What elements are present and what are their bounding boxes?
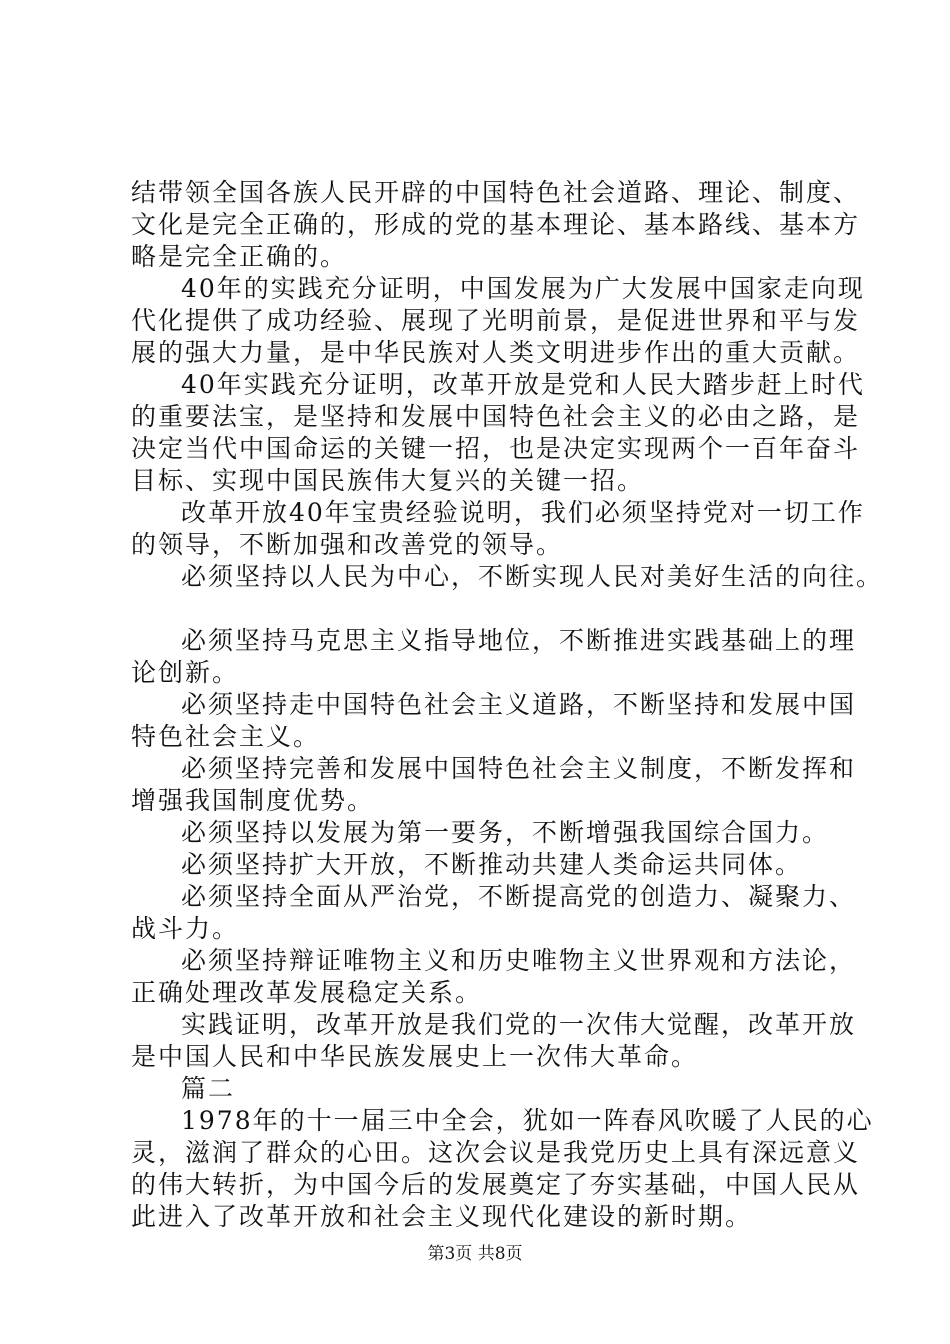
text-line: 增强我国制度优势。 [131,786,375,815]
text-line: 战斗力。 [131,914,240,943]
text-line: 必须坚持马克思主义指导地位，不断推进实践基础上的理 [181,626,857,655]
text-line: 必须坚持以发展为第一要务，不断增强我国综合国力。 [181,818,830,847]
text-line: 展的强大力量，是中华民族对人类文明进步作出的重大贡献。 [131,338,861,367]
text-line: 目标、实现中国民族伟大复兴的关键一招。 [131,466,645,495]
text-line: 必须坚持完善和发展中国特色社会主义制度，不断发挥和 [181,754,857,783]
text-line: 代化提供了成功经验、展现了光明前景，是促进世界和平与发 [131,306,861,335]
text-line: 略是完全正确的。 [131,242,348,271]
text-line: 的领导，不断加强和改善党的领导。 [131,530,564,559]
text-line: 的伟大转折，为中国今后的发展奠定了夯实基础，中国人民从 [131,1170,861,1199]
text-line: 此进入了改革开放和社会主义现代化建设的新时期。 [131,1202,753,1231]
text-line: 必须坚持走中国特色社会主义道路，不断坚持和发展中国 [181,690,857,719]
text-line: 的重要法宝，是坚持和发展中国特色社会主义的必由之路，是 [131,402,861,431]
page-number-footer: 第3页 共8页 [427,1244,523,1264]
text-line: 决定当代中国命运的关键一招，也是决定实现两个一百年奋斗 [131,434,861,463]
text-line: 灵，滋润了群众的心田。这次会议是我党历史上具有深远意义 [131,1138,861,1167]
text-line: 必须坚持扩大开放，不断推动共建人类命运共同体。 [181,850,803,879]
text-line: 特色社会主义。 [131,722,321,751]
text-line: 必须坚持以人民为中心，不断实现人民对美好生活的向往。 [181,562,884,591]
text-line: 文化是完全正确的，形成的党的基本理论、基本路线、基本方 [131,210,861,239]
text-line: 必须坚持全面从严治党，不断提高党的创造力、凝聚力、 [181,882,857,911]
text-line: 40年的实践充分证明，中国发展为广大发展中国家走向现 [181,274,865,303]
text-line: 40年实践充分证明，改革开放是党和人民大踏步赶上时代 [181,370,865,399]
text-line: 正确处理改革发展稳定关系。 [131,978,483,1007]
text-line: 1978年的十一届三中全会，犹如一阵春风吹暖了人民的心 [181,1106,874,1135]
text-line: 论创新。 [131,658,240,687]
section-heading: 篇二 [181,1074,236,1103]
text-line: 改革开放40年宝贵经验说明，我们必须坚持党对一切工作 [181,498,865,527]
text-line: 是中国人民和中华民族发展史上一次伟大革命。 [131,1042,699,1071]
text-line: 结带领全国各族人民开辟的中国特色社会道路、理论、制度、 [131,178,861,207]
text-line: 实践证明，改革开放是我们党的一次伟大觉醒，改革开放 [181,1010,857,1039]
text-line: 必须坚持辩证唯物主义和历史唯物主义世界观和方法论， [181,946,857,975]
